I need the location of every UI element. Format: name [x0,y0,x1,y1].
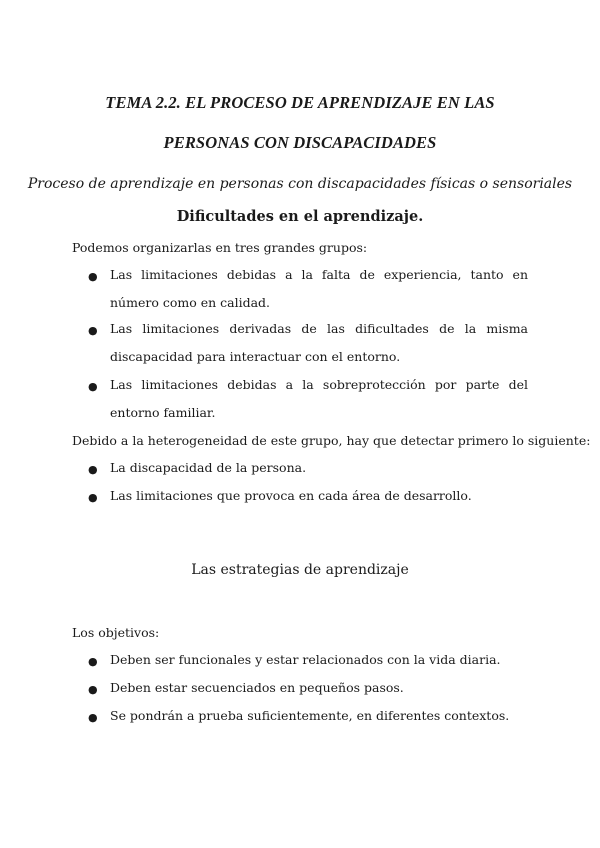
list-item: Las limitaciones derivadas de las dificultades de la misma discapacidad para interactuar con el entorno. [110,321,528,364]
paragraph-objetivos: Los objetivos: [72,625,160,640]
page-title-line-1: TEMA 2.2. EL PROCESO DE APRENDIZAJE EN LAS [105,93,495,112]
page-title-line-2: PERSONAS CON DISCAPACIDADES [163,133,437,152]
bullet-icon: ● [88,683,98,696]
bullet-icon: ● [88,711,98,724]
bullet-icon: ● [88,270,98,283]
paragraph-heterogeneidad: Debido a la heterogeneidad de este grupo, hay que detectar primero lo siguiente: [72,433,591,448]
bullet-icon: ● [88,463,98,476]
list-item: La discapacidad de la persona. [110,460,307,475]
bullet-icon: ● [88,655,98,668]
bullet-icon: ● [88,324,98,337]
bullet-icon: ● [88,380,98,393]
bullet-icon: ● [88,491,98,504]
list-item: Deben estar secuenciados en pequeños pasos. [110,680,404,695]
section-heading-estrategias: Las estrategias de aprendizaje [191,562,409,578]
list-item: Deben ser funcionales y estar relacionados con la vida diaria. [110,652,501,667]
subtitle: Proceso de aprendizaje en personas con discapacidades físicas o sensoriales [27,176,573,192]
list-item: Las limitaciones debidas a la sobreprotección por parte del entorno familiar. [110,377,528,420]
section-heading-dificultades: Dificultades en el aprendizaje. [176,208,424,225]
list-item: Las limitaciones que provoca en cada área de desarrollo. [110,488,472,503]
list-item: Las limitaciones debidas a la falta de experiencia, tanto en número como en calidad. [110,267,528,310]
paragraph-intro: Podemos organizarlas en tres grandes grupos: [72,240,368,255]
list-item: Se pondrán a prueba suficientemente, en diferentes contextos. [110,708,510,723]
